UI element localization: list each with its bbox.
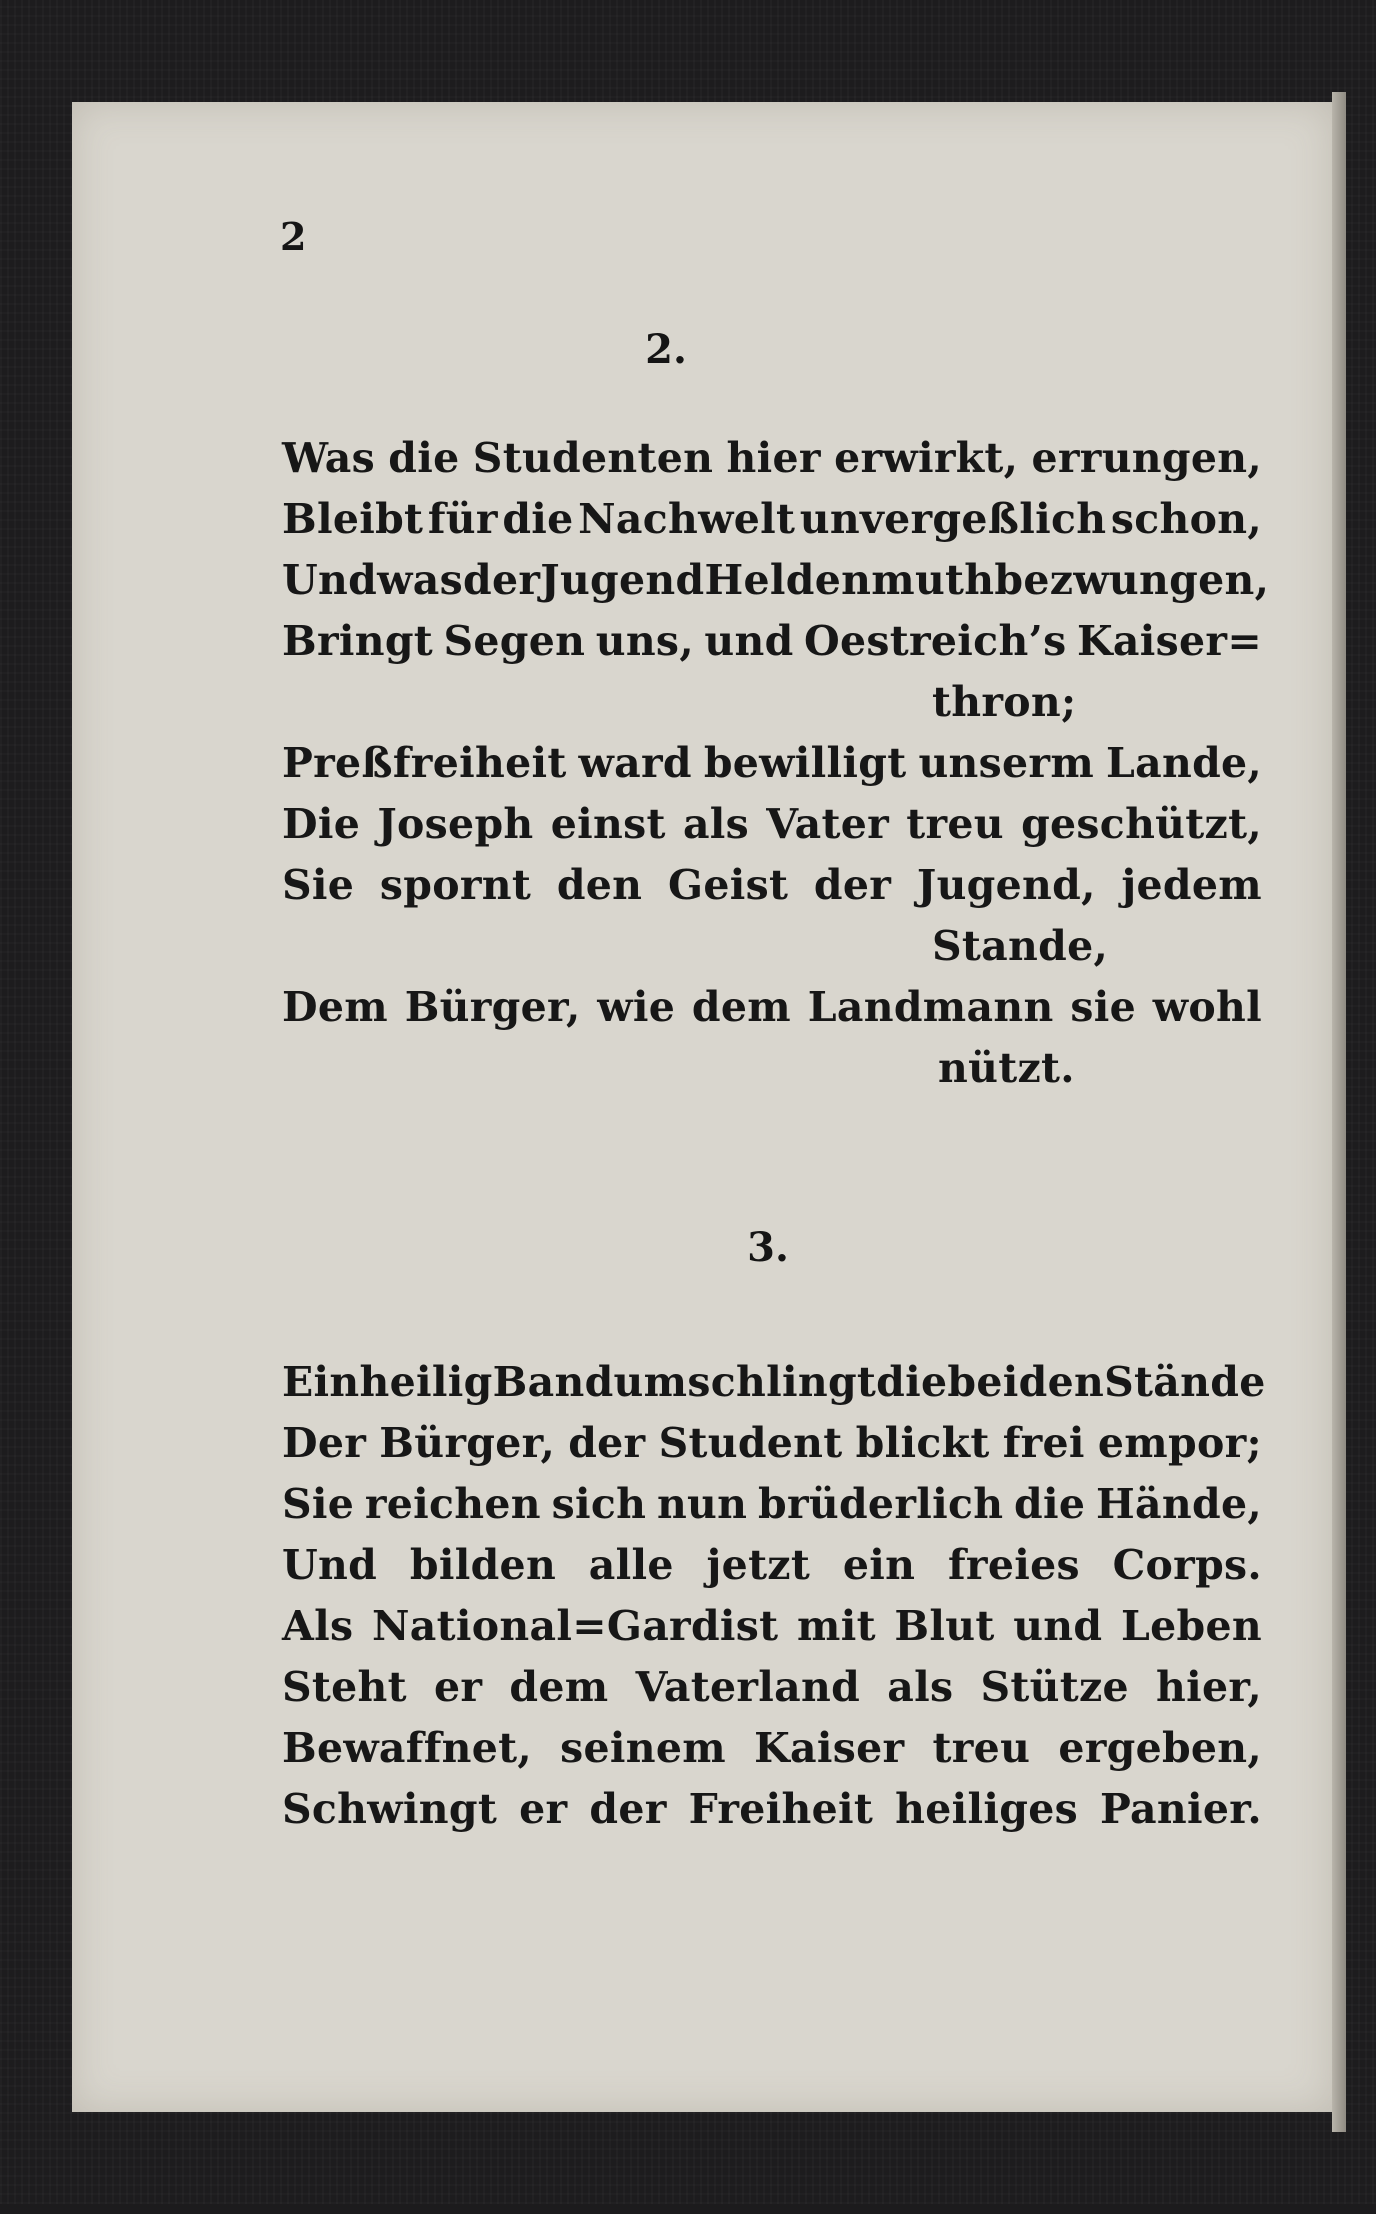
poem-word: Freiheit [688, 1785, 874, 1833]
poem-word: dem [509, 1663, 609, 1711]
poem-word: und [1013, 1602, 1103, 1650]
poem-word: Geist [668, 861, 789, 909]
poem-word: der [813, 861, 892, 909]
poem-word: Dem [282, 983, 388, 1031]
poem-line [282, 861, 1262, 922]
poem-word: er [519, 1785, 568, 1833]
poem-word: mit [797, 1602, 876, 1650]
poem-word: ward [578, 739, 692, 787]
poem-word: Landmann [807, 983, 1054, 1031]
poem-word: heiliges [895, 1785, 1078, 1833]
poem-word: umschlingt [613, 1358, 877, 1406]
poem-word: die [876, 1358, 948, 1406]
poem-word: Stütze [980, 1663, 1129, 1711]
poem-word: er [434, 1663, 483, 1711]
poem-word: jedem [1121, 861, 1262, 909]
poem-word: Studenten [472, 434, 714, 482]
poem-word: die [388, 434, 460, 482]
poem-word: Heldenmuth [704, 556, 995, 604]
poem-line [282, 1785, 1262, 1846]
poem-word: Der [282, 1419, 367, 1467]
poem-word: wohl [1152, 983, 1262, 1031]
poem-word: Band [492, 1358, 614, 1406]
poem-word: ergeben, [1058, 1724, 1262, 1772]
poem-line [282, 1602, 1262, 1663]
poem-word: heilig [359, 1358, 493, 1406]
poem-word: Bewaffnet, [282, 1724, 532, 1772]
poem-line [282, 1419, 1262, 1480]
poem-word: Bleibt [282, 495, 424, 543]
poem-word: Schwingt [282, 1785, 498, 1833]
poem-word: bezwungen, [994, 556, 1270, 604]
poem-word: jetzt [706, 1541, 811, 1589]
poem-word: Oestreich’s [804, 617, 1067, 665]
poem-word: Ein [282, 1358, 360, 1406]
poem-word: Sie [282, 1480, 355, 1528]
poem-word: Nachwelt [578, 495, 796, 543]
poem-word: geschützt, [1021, 800, 1262, 848]
poem-line [282, 1480, 1262, 1541]
poem-word: bilden [409, 1541, 557, 1589]
poem-line-continuation: Stande, [932, 922, 1109, 970]
poem-word: wie [597, 983, 676, 1031]
poem-line [282, 556, 1270, 617]
poem-word: Panier. [1099, 1785, 1262, 1833]
poem-line [282, 434, 1262, 495]
poem-word: dem [691, 983, 791, 1031]
poem-word: und [704, 617, 794, 665]
poem-word: ein [842, 1541, 916, 1589]
poem-word: als [682, 800, 750, 848]
poem-word: Corps. [1112, 1541, 1262, 1589]
poem-line [282, 617, 1262, 678]
poem-word: unvergeßlich [799, 495, 1107, 543]
poem-word: schon, [1110, 495, 1262, 543]
poem-word: empor; [1097, 1419, 1262, 1467]
poem-word: Bürger, [379, 1419, 556, 1467]
poem-word: National=Gardist [371, 1602, 779, 1650]
poem-word: als [887, 1663, 954, 1711]
poem-word: Kaiser= [1076, 617, 1262, 665]
poem-word: unserm [918, 739, 1095, 787]
poem-word: der [462, 556, 541, 604]
stanza-number-3: 3. [747, 1224, 789, 1271]
poem-word: Die [282, 800, 361, 848]
stanza-2 [282, 434, 1270, 1105]
poem-word: hier [726, 434, 821, 482]
poem-word: Segen [443, 617, 586, 665]
poem-line [282, 800, 1262, 861]
poem-word: Jugend [540, 556, 705, 604]
poem-word: sich [551, 1480, 647, 1528]
poem-line [282, 1541, 1262, 1602]
poem-word: Hände, [1095, 1480, 1262, 1528]
poem-word: Preßfreiheit [282, 739, 567, 787]
poem-word: Bringt [282, 617, 434, 665]
poem-word: treu [932, 1724, 1031, 1772]
poem-word: blickt [855, 1419, 990, 1467]
poem-line-continuation: thron; [932, 678, 1077, 726]
poem-word: Blut [894, 1602, 995, 1650]
poem-word: sie [1070, 983, 1136, 1031]
poem-word: Und [282, 556, 378, 604]
poem-word: die [1014, 1480, 1086, 1528]
poem-word: alle [588, 1541, 674, 1589]
poem-word: spornt [379, 861, 532, 909]
poem-word: frei [1002, 1419, 1085, 1467]
poem-word: Student [658, 1419, 843, 1467]
poem-word: brüderlich [757, 1480, 1004, 1528]
poem-word: Vaterland [635, 1663, 861, 1711]
poem-word: der [568, 1419, 646, 1467]
poem-line [282, 1663, 1262, 1724]
poem-line [282, 1724, 1262, 1785]
poem-word: bewilligt [703, 739, 907, 787]
poem-line [282, 983, 1262, 1044]
poem-word: treu [906, 800, 1004, 848]
poem-word: Joseph [377, 800, 534, 848]
poem-word: Steht [282, 1663, 407, 1711]
poem-line [282, 495, 1262, 556]
poem-word: nun [656, 1480, 748, 1528]
poem-word: den [556, 861, 643, 909]
poem-word: Stände [1104, 1358, 1266, 1406]
poem-word: reichen [364, 1480, 541, 1528]
poem-word: Kaiser [754, 1724, 905, 1772]
page-number: 2 [280, 214, 307, 259]
stanza-number-2: 2. [645, 326, 687, 373]
poem-word: Leben [1120, 1602, 1262, 1650]
poem-word: für [427, 495, 498, 543]
poem-word: hier, [1156, 1663, 1262, 1711]
poem-word: freies [947, 1541, 1080, 1589]
stanza-3 [282, 1358, 1266, 1846]
poem-line [282, 739, 1262, 800]
poem-line [282, 1358, 1266, 1419]
poem-word: Lande, [1105, 739, 1262, 787]
facing-page-edge [1332, 92, 1346, 2132]
poem-word: was [377, 556, 463, 604]
poem-word: errungen, [1031, 434, 1262, 482]
poem-word: der [589, 1785, 667, 1833]
poem-word: Als [282, 1602, 354, 1650]
poem-word: Sie [282, 861, 355, 909]
poem-word: Und [282, 1541, 378, 1589]
poem-word: Vater [766, 800, 890, 848]
poem-word: einst [550, 800, 666, 848]
poem-word: Bürger, [404, 983, 581, 1031]
poem-word: uns, [595, 617, 694, 665]
poem-word: die [502, 495, 574, 543]
poem-word: seinem [560, 1724, 726, 1772]
poem-word: Was [282, 434, 376, 482]
poem-line-continuation: nützt. [938, 1044, 1075, 1092]
poem-word: Jugend, [916, 861, 1096, 909]
poem-word: beiden [947, 1358, 1105, 1406]
poem-word: erwirkt, [834, 434, 1019, 482]
